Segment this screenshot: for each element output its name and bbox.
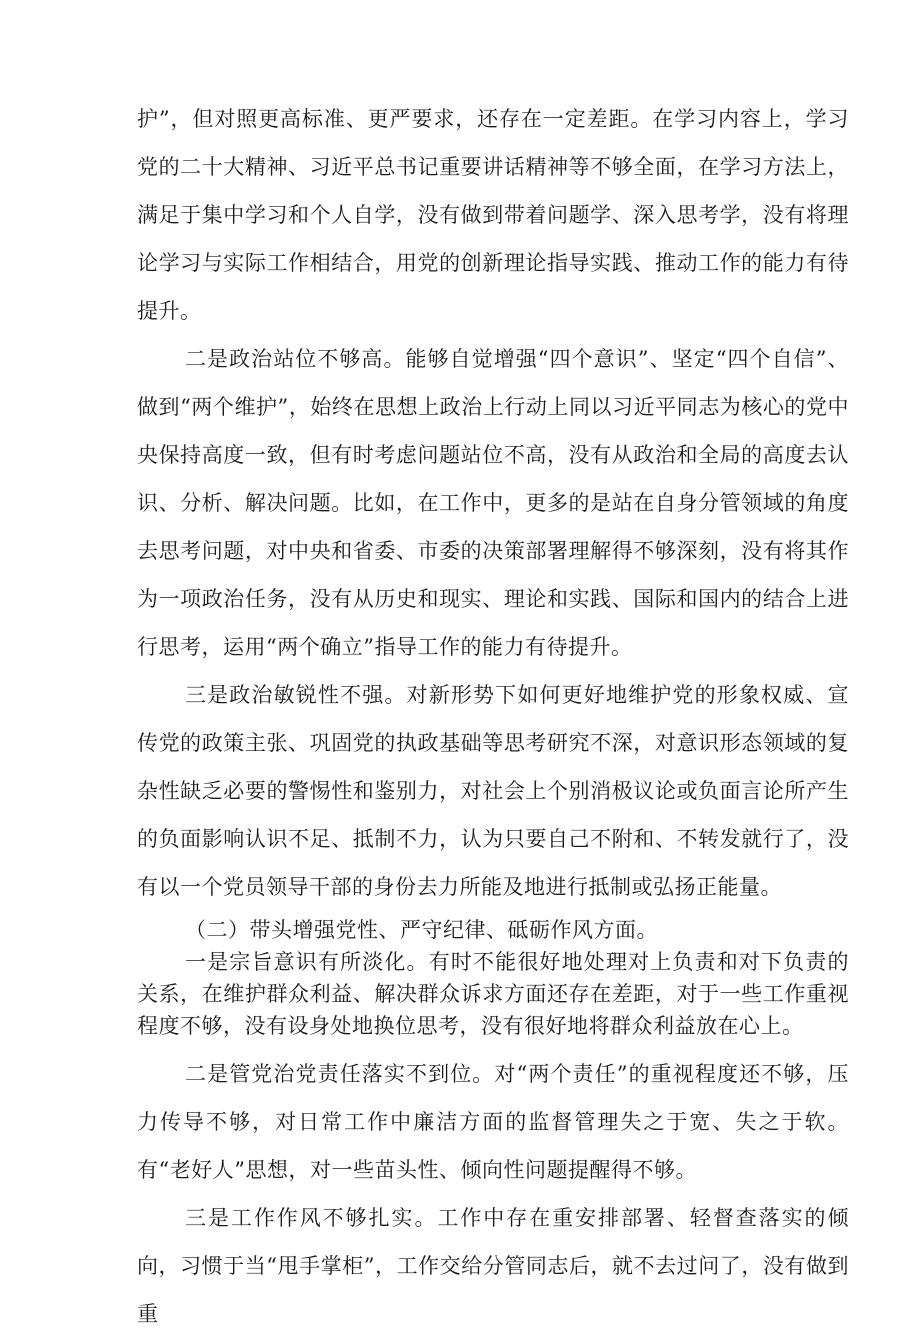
paragraph-political-stance: 二是政治站位不够高。能够自觉增强“四个意识”、坚定“四个自信”、做到“两个维护”，始终在思想上政治上行动上同以习近平同志为核心的党中央保持高度一致，但有时考虑问题站位不高，没有从政治和全局的高度去认识、分析、解决问题。比如，在工作中，更多的是站在自身分管领域的角度去思考问题，对中央和省委、市委的决策部署理解得不够深刻，没有将其作为一项政治任务，没有从历史和现实、理论和实践、国际和国内的结合上进行思考，运用“两个确立”指导工作的能力有待提升。 (137, 347, 849, 659)
paragraph-party-governance: 二是管党治党责任落实不到位。对“两个责任”的重视程度还不够，压力传导不够，对日常工作中廉洁方面的监督管理失之于宽、失之于软。有“老好人”思想，对一些苗头性、倾向性问题提醒得不够。 (137, 1062, 849, 1182)
paragraph-study-gap: 护”，但对照更高标准、更严要求，还存在一定差距。在学习内容上，学习党的二十大精神、习近平总书记重要讲话精神等不够全面，在学习方法上，满足于集中学习和个人自学，没有做到带着问题学、深入思考学，没有将理论学习与实际工作相结合，用党的创新理论指导实践、推动工作的能力有待提升。 (137, 107, 849, 323)
section-heading-party-spirit: （二）带头增强党性、严守纪律、砥砺作风方面。 (185, 918, 658, 942)
paragraph-political-sensitivity: 三是政治敏锐性不强。对新形势下如何更好地维护党的形象权威、宣传党的政策主张、巩固党的执政基础等思考研究不深，对意识形态领域的复杂性缺乏必要的警惕性和鉴别力，对社会上个别消极议论或负面言论所产生的负面影响认识不足、抵制不力，认为只要自己不附和、不转发就行了，没有以一个党员领导干部的身份去力所能及地进行抵制或弘扬正能量。 (137, 683, 849, 899)
paragraph-work-style: 三是工作作风不够扎实。工作中存在重安排部署、轻督查落实的倾向，习惯于当“甩手掌柜”，工作交给分管同志后，就不去过问了，没有做到重 (137, 1206, 849, 1326)
paragraph-purpose-awareness: 一是宗旨意识有所淡化。有时不能很好地处理对上负责和对下负责的关系，在维护群众利益、解决群众诉求方面还存在差距，对于一些工作重视程度不够，没有设身处地换位思考，没有很好地将群众利益放在心上。 (137, 950, 849, 1038)
